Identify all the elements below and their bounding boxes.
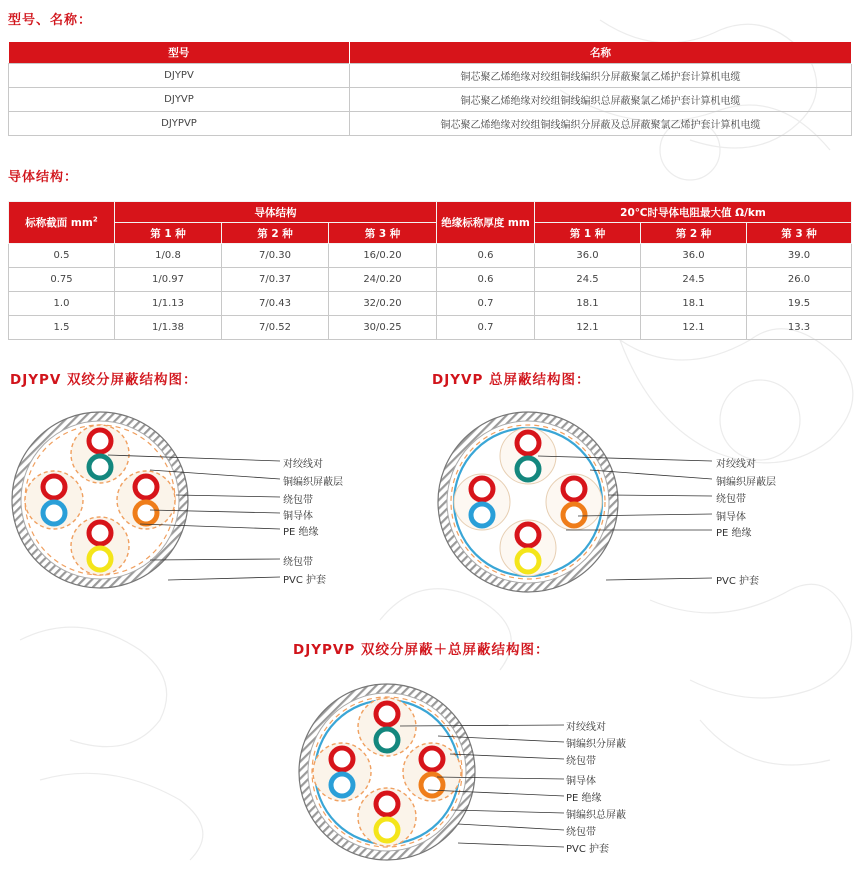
- cell: 0.7: [437, 292, 535, 316]
- copper-conductor: [95, 436, 106, 447]
- copper-conductor: [569, 510, 580, 521]
- copper-conductor: [337, 754, 348, 765]
- copper-conductor: [95, 554, 106, 565]
- label-wrapping-tape: 绕包带: [716, 494, 746, 505]
- copper-conductor: [523, 464, 534, 475]
- subheader-class-3: 第 3 种: [747, 223, 852, 244]
- cell: 0.6: [437, 244, 535, 268]
- subheader-class-3: 第 3 种: [329, 223, 437, 244]
- copper-conductor: [477, 510, 488, 521]
- cell: 18.1: [535, 292, 641, 316]
- cell: 7/0.37: [222, 268, 329, 292]
- label-pvc-sheath: PVC 护套: [716, 576, 760, 587]
- cell: 7/0.43: [222, 292, 329, 316]
- cell: 18.1: [641, 292, 747, 316]
- label-twisted-pair: 对绞线对: [283, 459, 323, 470]
- cell: 0.6: [437, 268, 535, 292]
- cable-cross-section-djypv: [0, 390, 420, 610]
- label-wrapping-tape: 绕包带: [283, 557, 313, 568]
- cell: 30/0.25: [329, 316, 437, 340]
- cell: 36.0: [641, 244, 747, 268]
- model-name-table: [8, 42, 852, 136]
- copper-conductor: [523, 556, 534, 567]
- label-copper-braid-individual-shield: 铜编织分屏蔽: [566, 739, 626, 750]
- cable-cross-section-djypvp: [290, 660, 690, 875]
- copper-conductor: [95, 462, 106, 473]
- cell: 24.5: [535, 268, 641, 292]
- cell: 24/0.20: [329, 268, 437, 292]
- copper-conductor: [427, 754, 438, 765]
- cell: 0.75: [9, 268, 115, 292]
- cell: 36.0: [535, 244, 641, 268]
- header-conductor-structure: 导体结构: [115, 202, 437, 223]
- label-copper-braid-shield: 铜编织屏蔽层: [716, 477, 776, 488]
- label-copper-conductor: 铜导体: [283, 511, 313, 522]
- leader-line: [606, 578, 712, 580]
- subheader-class-2: 第 2 种: [222, 223, 329, 244]
- leader-line: [458, 824, 564, 830]
- label-pvc-sheath: PVC 护套: [566, 844, 610, 855]
- leader-line: [176, 495, 280, 497]
- cell: 1.0: [9, 292, 115, 316]
- table-row: [9, 268, 852, 292]
- copper-conductor: [523, 438, 534, 449]
- cell-name: 铜芯聚乙烯绝缘对绞组铜线编织分屏蔽聚氯乙烯护套计算机电缆: [350, 64, 852, 88]
- table-row: [9, 244, 852, 268]
- label-twisted-pair: 对绞线对: [566, 722, 606, 733]
- cell-model: DJYPV: [9, 64, 350, 88]
- cell: 26.0: [747, 268, 852, 292]
- cell-name: 铜芯聚乙烯绝缘对绞组铜线编织分屏蔽及总屏蔽聚氯乙烯护套计算机电缆: [350, 112, 852, 136]
- cell: 13.3: [747, 316, 852, 340]
- cell: 1/0.97: [115, 268, 222, 292]
- copper-conductor: [427, 780, 438, 791]
- section-title-model-name: 型号、名称：: [8, 13, 93, 28]
- leader-line: [150, 559, 280, 560]
- header-model: 型号: [9, 42, 350, 64]
- copper-conductor: [477, 484, 488, 495]
- subheader-class-2: 第 2 种: [641, 223, 747, 244]
- label-pe-insulation: PE 绝缘: [716, 528, 752, 539]
- copper-conductor: [382, 799, 393, 810]
- cell: 7/0.30: [222, 244, 329, 268]
- copper-conductor: [569, 484, 580, 495]
- copper-conductor: [141, 482, 152, 493]
- cell: 24.5: [641, 268, 747, 292]
- table-row: [9, 292, 852, 316]
- copper-conductor: [382, 825, 393, 836]
- label-copper-braid-shield: 铜编织屏蔽层: [283, 477, 343, 488]
- header-resistance: 20℃时导体电阻最大值 Ω/km: [535, 202, 852, 223]
- copper-conductor: [337, 780, 348, 791]
- header-name: 名称: [350, 42, 852, 64]
- diagram-title-djypv: DJYPV 双绞分屏蔽结构图：: [10, 372, 198, 388]
- cell-model: DJYVP: [9, 88, 350, 112]
- table-row: [9, 112, 852, 136]
- cell-model: DJYPVP: [9, 112, 350, 136]
- subheader-class-1: 第 1 种: [535, 223, 641, 244]
- label-wrapping-tape: 绕包带: [566, 756, 596, 767]
- cell: 39.0: [747, 244, 852, 268]
- cell-name: 铜芯聚乙烯绝缘对绞组铜线编织总屏蔽聚氯乙烯护套计算机电缆: [350, 88, 852, 112]
- leader-line: [168, 577, 280, 580]
- conductor-table: [8, 201, 852, 340]
- header-insulation-thickness: 绝缘标称厚度 mm: [437, 202, 535, 244]
- table-row: [9, 316, 852, 340]
- copper-conductor: [49, 482, 60, 493]
- cell: 0.5: [9, 244, 115, 268]
- cell: 16/0.20: [329, 244, 437, 268]
- cell: 19.5: [747, 292, 852, 316]
- copper-conductor: [382, 735, 393, 746]
- label-pvc-sheath: PVC 护套: [283, 575, 327, 586]
- label-copper-braid-overall-shield: 铜编织总屏蔽: [566, 810, 626, 821]
- label-copper-conductor: 铜导体: [566, 776, 596, 787]
- copper-conductor: [141, 508, 152, 519]
- cell: 1/1.38: [115, 316, 222, 340]
- cell: 1/0.8: [115, 244, 222, 268]
- label-pe-insulation: PE 绝缘: [566, 793, 602, 804]
- cell: 1/1.13: [115, 292, 222, 316]
- diagram-title-djyvp: DJYVP 总屏蔽结构图：: [432, 372, 591, 388]
- subheader-class-1: 第 1 种: [115, 223, 222, 244]
- table-row: [9, 88, 852, 112]
- label-wrapping-tape: 绕包带: [566, 827, 596, 838]
- cell: 12.1: [641, 316, 747, 340]
- label-copper-conductor: 铜导体: [716, 512, 746, 523]
- leader-line: [458, 843, 564, 847]
- table-row: [9, 64, 852, 88]
- diagram-title-djypvp: DJYPVP 双绞分屏蔽＋总屏蔽结构图：: [293, 642, 550, 658]
- leader-line: [608, 495, 712, 496]
- copper-conductor: [49, 508, 60, 519]
- cell: 7/0.52: [222, 316, 329, 340]
- section-title-conductor: 导体结构：: [8, 170, 79, 185]
- label-pe-insulation: PE 绝缘: [283, 527, 319, 538]
- copper-conductor: [382, 709, 393, 720]
- cable-cross-section-djyvp: [420, 390, 860, 610]
- label-wrapping-tape: 绕包带: [283, 495, 313, 506]
- cell: 1.5: [9, 316, 115, 340]
- copper-conductor: [95, 528, 106, 539]
- header-cross-section: 标称截面 $mm^2$: [9, 202, 115, 244]
- cell: 32/0.20: [329, 292, 437, 316]
- label-twisted-pair: 对绞线对: [716, 459, 756, 470]
- copper-conductor: [523, 530, 534, 541]
- leader-line: [452, 810, 564, 813]
- cell: 0.7: [437, 316, 535, 340]
- cell: 12.1: [535, 316, 641, 340]
